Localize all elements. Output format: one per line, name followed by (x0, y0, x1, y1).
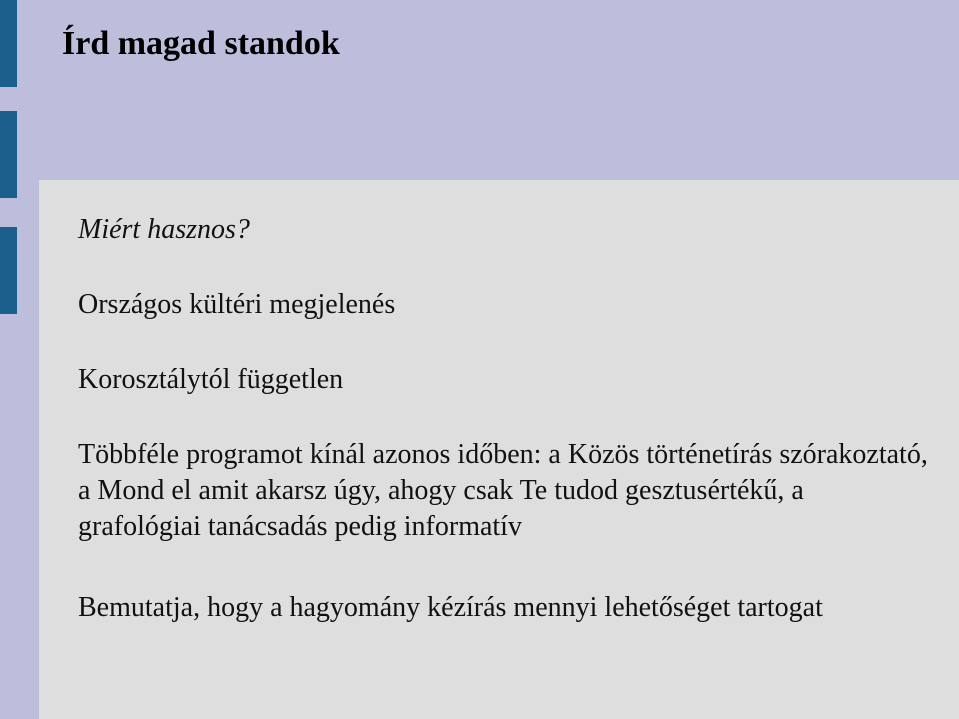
content-item-age-independent: Korosztálytól független (78, 364, 344, 395)
slide-title: Írd magad standok (62, 25, 340, 62)
content-item-national-presence: Országos kültéri megjelenés (78, 289, 396, 320)
slide-subtitle: Miért hasznos? (78, 214, 250, 245)
content-panel (39, 180, 959, 719)
accent-bar-middle (0, 111, 17, 198)
content-item-multiple-programs: Többféle programot kínál azonos időben: a Közös történetírás szórakoztató, a Mond el amit akarsz úgy, ahogy csak Te tudod gesztusértékű, a grafológiai tanácsadás pedig informatív (78, 439, 928, 542)
accent-bar-bottom (0, 227, 17, 314)
accent-bar-top (0, 0, 17, 87)
content-item-handwriting-potential: Bemutatja, hogy a hagyomány kézírás mennyi lehetőséget tartogat (78, 592, 823, 623)
